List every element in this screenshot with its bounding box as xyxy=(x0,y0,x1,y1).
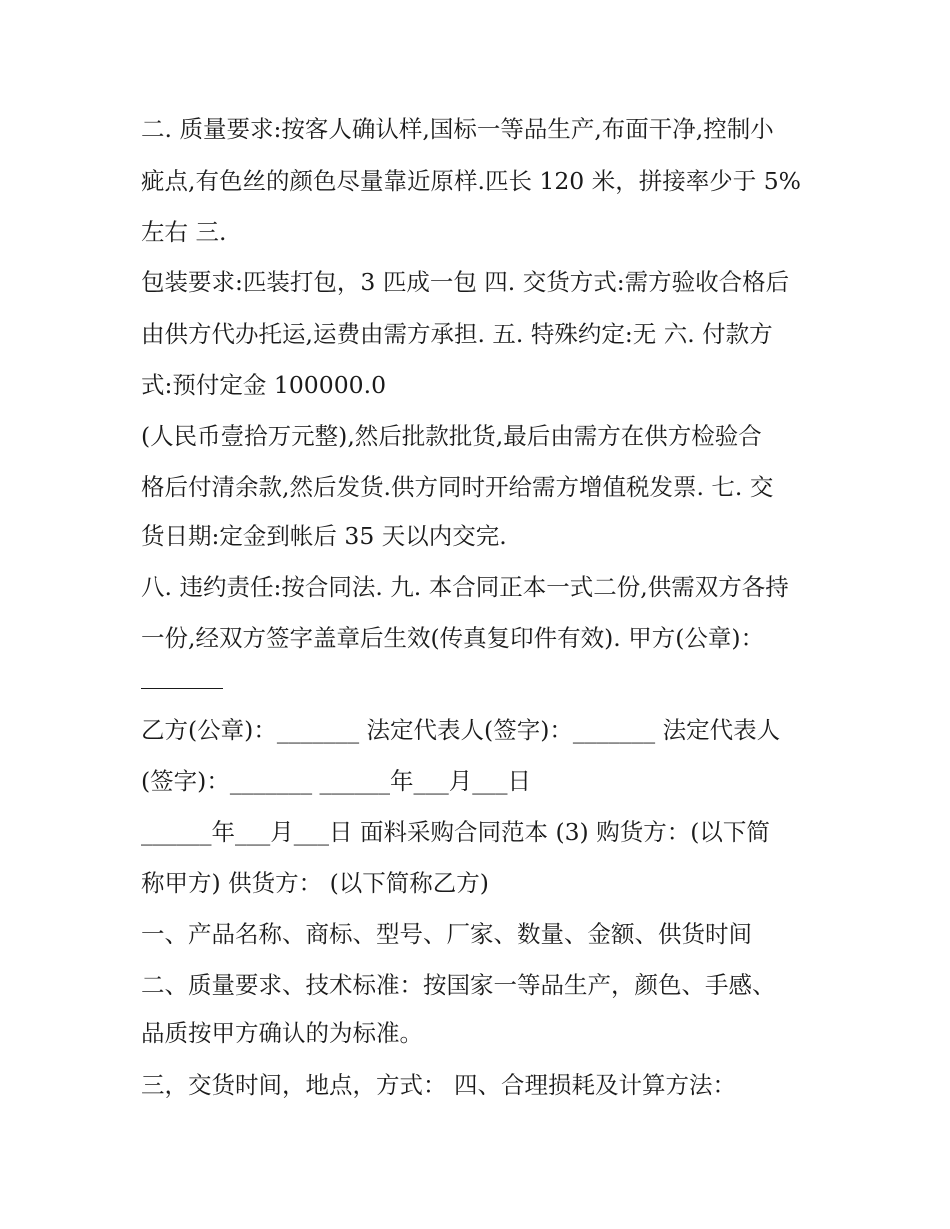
text-line-3: 左右 三. xyxy=(141,218,227,246)
text-line-6: 式:预付定金 100000.0 xyxy=(141,371,387,399)
text-line-12: 乙方(公章)：_______ 法定代表人(签字)：_______ 法定代表人 xyxy=(141,716,781,744)
text-line-5: 由供方代办托运,运费由需方承担. 五. 特殊约定:无 六. 付款方 xyxy=(141,320,773,348)
text-line-19: 三，交货时间，地点，方式： 四、合理损耗及计算方法： xyxy=(141,1071,736,1099)
text-line-8: 格后付清余款,然后发货.供方同时开给需方增值税发票. 七. 交 xyxy=(141,473,774,501)
text-line-4: 包装要求:匹装打包，3 匹成一包 四. 交货方式:需方验收合格后 xyxy=(141,268,790,296)
text-line-18: 品质按甲方确认的为标准。 xyxy=(141,1019,423,1047)
text-line-10: 八. 违约责任:按合同法. 九. 本合同正本一式二份,供需双方各持 xyxy=(141,573,789,601)
text-line-2: 疵点,有色丝的颜色尽量靠近原样.匹长 120 米，拼接率少于 5% xyxy=(141,167,801,195)
text-line-1: 二. 质量要求:按客人确认样,国标一等品生产,布面干净,控制小 xyxy=(141,115,774,143)
text-line-11: 一份,经双方签字盖章后生效(传真复印件有效). 甲方(公章)： xyxy=(141,624,765,652)
text-line-16: 一、产品名称、商标、型号、厂家、数量、金额、供货时间 xyxy=(141,920,752,948)
text-line-14: ______年___月___日 面料采购合同范本 (3) 购货方：(以下简 xyxy=(141,818,770,846)
text-line-17: 二、质量要求、技术标准：按国家一等品生产，颜色、手感、 xyxy=(141,971,776,999)
signature-blank-line xyxy=(141,688,223,689)
text-line-7: (人民币壹拾万元整),然后批款批货,最后由需方在供方检验合 xyxy=(141,422,762,450)
text-line-9: 货日期:定金到帐后 35 天以内交完. xyxy=(141,522,507,550)
text-line-13: (签字)：_______ ______年___月___日 xyxy=(141,767,532,795)
text-line-15: 称甲方) 供货方： (以下简称乙方) xyxy=(141,869,489,897)
